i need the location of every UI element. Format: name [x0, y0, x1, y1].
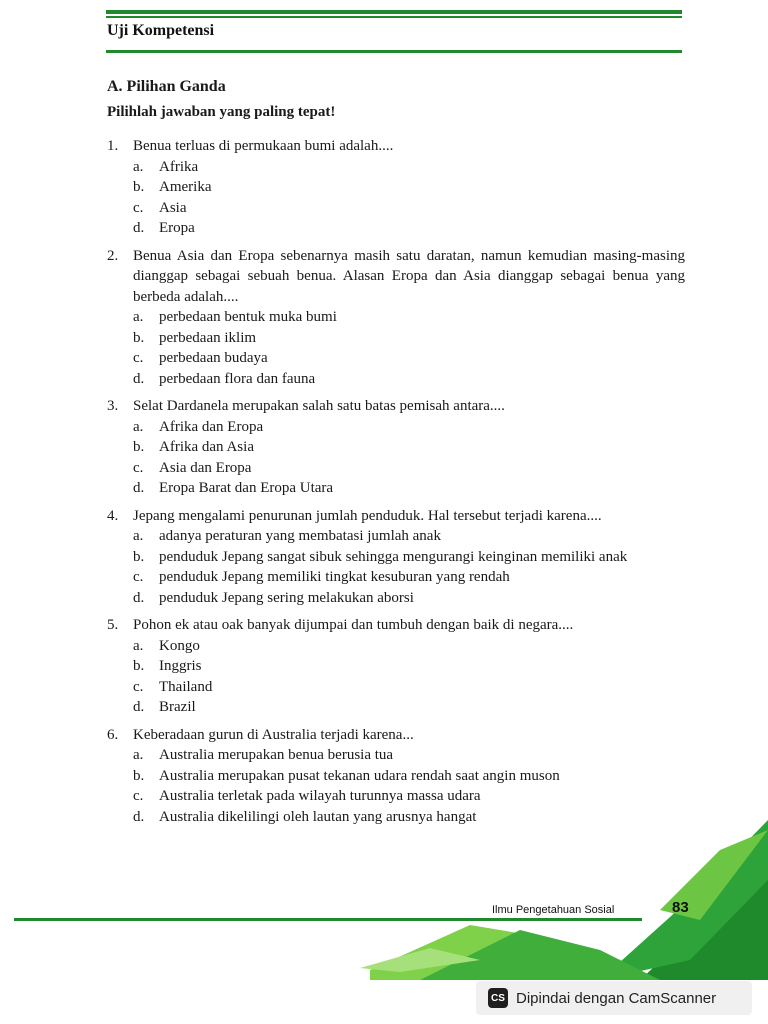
camscanner-logo-icon: CS [488, 988, 508, 1008]
question-text: Selat Dardanela merupakan salah satu batas pemisah antara.... [133, 398, 505, 414]
option-label: a. [133, 158, 144, 175]
option-text: penduduk Jepang memiliki tingkat kesuburan yang rendah [159, 569, 510, 585]
header-top-rule-thin [106, 16, 682, 18]
option-text: Afrika dan Asia [159, 439, 254, 455]
header-top-rule [106, 10, 682, 14]
option-label: b. [133, 548, 145, 565]
question-text: Jepang mengalami penurunan jumlah penduduk. Hal tersebut terjadi karena.... [133, 507, 602, 524]
option-text: adanya peraturan yang membatasi jumlah anak [159, 528, 441, 544]
option-label: d. [133, 589, 145, 606]
option-label: c. [133, 788, 144, 804]
option-text: Thailand [159, 678, 213, 695]
question-text: Pohon ek atau oak banyak dijumpai dan tumbuh dengan baik di negara.... [133, 617, 574, 633]
answer-option [107, 786, 685, 807]
answer-option [107, 677, 685, 698]
option-text: Kongo [159, 637, 200, 654]
option-text: Asia dan Eropa [159, 459, 252, 476]
option-label: a. [133, 528, 144, 544]
question-item [107, 506, 685, 609]
option-label: b. [133, 179, 145, 195]
option-label: a. [133, 309, 144, 325]
answer-option [107, 588, 685, 609]
section-instruction: Pilihlah jawaban yang paling tepat! [107, 104, 336, 120]
option-text: Australia merupakan pusat tekanan udara rendah saat angin muson [159, 767, 560, 784]
option-label: b. [133, 658, 145, 674]
question-number: 2. [107, 247, 119, 264]
answer-option [107, 656, 685, 677]
answer-option [107, 198, 685, 219]
option-text: Afrika dan Eropa [159, 418, 264, 435]
option-list [107, 745, 685, 827]
answer-option [107, 177, 685, 198]
answer-option [107, 458, 685, 479]
page-number: 83 [672, 899, 689, 916]
option-label: d. [133, 699, 145, 715]
option-list [107, 157, 685, 239]
answer-option [107, 218, 685, 239]
question-text: Keberadaan gurun di Australia terjadi karena... [133, 726, 414, 743]
header-bottom-rule [106, 50, 682, 53]
footer-subject: Ilmu Pengetahuan Sosial [492, 904, 615, 916]
option-text: Amerika [159, 179, 212, 195]
answer-option [107, 547, 685, 568]
answer-option [107, 478, 685, 499]
option-text: penduduk Jepang sangat sibuk sehingga mengurangi keinginan memiliki anak [159, 548, 628, 565]
option-text: penduduk Jepang sering melakukan aborsi [159, 589, 414, 606]
option-label: c. [133, 459, 144, 476]
question-stem [107, 506, 685, 527]
question-stem [107, 615, 685, 636]
question-item [107, 246, 685, 390]
option-text: Eropa Barat dan Eropa Utara [159, 480, 334, 496]
answer-option [107, 307, 685, 328]
question-item [107, 396, 685, 499]
answer-option [107, 417, 685, 438]
question-item [107, 725, 685, 828]
footer-rule [14, 918, 642, 921]
question-list [107, 136, 685, 834]
option-text: perbedaan flora dan fauna [159, 370, 316, 387]
option-label: c. [133, 199, 144, 216]
question-stem [107, 246, 685, 308]
option-list [107, 636, 685, 718]
question-number: 1. [107, 138, 119, 154]
camscanner-text: Dipindai dengan CamScanner [516, 989, 717, 1007]
question-item [107, 615, 685, 718]
option-label: d. [133, 370, 145, 387]
option-list [107, 526, 685, 608]
answer-option [107, 348, 685, 369]
option-text: perbedaan bentuk muka bumi [159, 309, 337, 325]
camscanner-watermark [476, 981, 752, 1015]
question-number: 4. [107, 507, 119, 524]
answer-option [107, 567, 685, 588]
question-number: 5. [107, 617, 119, 633]
option-label: b. [133, 329, 145, 346]
question-item [107, 136, 685, 239]
option-label: d. [133, 220, 145, 236]
answer-option [107, 697, 685, 718]
answer-option [107, 745, 685, 766]
answer-option [107, 157, 685, 178]
option-label: a. [133, 418, 144, 435]
answer-option [107, 526, 685, 547]
answer-option [107, 437, 685, 458]
page-header-title: Uji Kompetensi [107, 22, 215, 39]
footer-green-shapes [0, 820, 768, 980]
option-label: c. [133, 569, 144, 585]
answer-option [107, 636, 685, 657]
option-label: d. [133, 808, 145, 825]
answer-option [107, 328, 685, 349]
option-text: Inggris [159, 658, 202, 674]
option-label: b. [133, 767, 145, 784]
question-stem [107, 396, 685, 417]
section-title: A. Pilihan Ganda [107, 78, 226, 95]
option-text: Afrika [159, 158, 199, 175]
question-number: 3. [107, 398, 119, 414]
question-text: Benua Asia dan Eropa sebenarnya masih satu daratan, namun kemudian masing-masing dianggap sebagai sebuah benua. Alasan Eropa dan Asia dianggap sebagai benua yang berbeda adalah.... [133, 247, 685, 305]
option-list [107, 417, 685, 499]
option-label: a. [133, 637, 144, 654]
option-list [107, 307, 685, 389]
option-label: b. [133, 439, 145, 455]
option-text: Australia merupakan benua berusia tua [159, 747, 394, 763]
option-text: Australia terletak pada wilayah turunnya massa udara [159, 788, 481, 804]
question-number: 6. [107, 726, 119, 743]
answer-option [107, 369, 685, 390]
option-text: Eropa [159, 220, 195, 236]
option-label: c. [133, 678, 144, 695]
answer-option [107, 766, 685, 787]
option-text: Australia dikelilingi oleh lautan yang arusnya hangat [159, 808, 477, 825]
option-label: c. [133, 350, 144, 366]
option-text: perbedaan budaya [159, 350, 268, 366]
option-text: perbedaan iklim [159, 329, 257, 346]
option-label: a. [133, 747, 144, 763]
option-text: Asia [159, 199, 187, 216]
question-stem [107, 136, 685, 157]
option-text: Brazil [159, 699, 196, 715]
question-stem [107, 725, 685, 746]
question-text: Benua terluas di permukaan bumi adalah.... [133, 138, 394, 154]
option-label: d. [133, 480, 145, 496]
